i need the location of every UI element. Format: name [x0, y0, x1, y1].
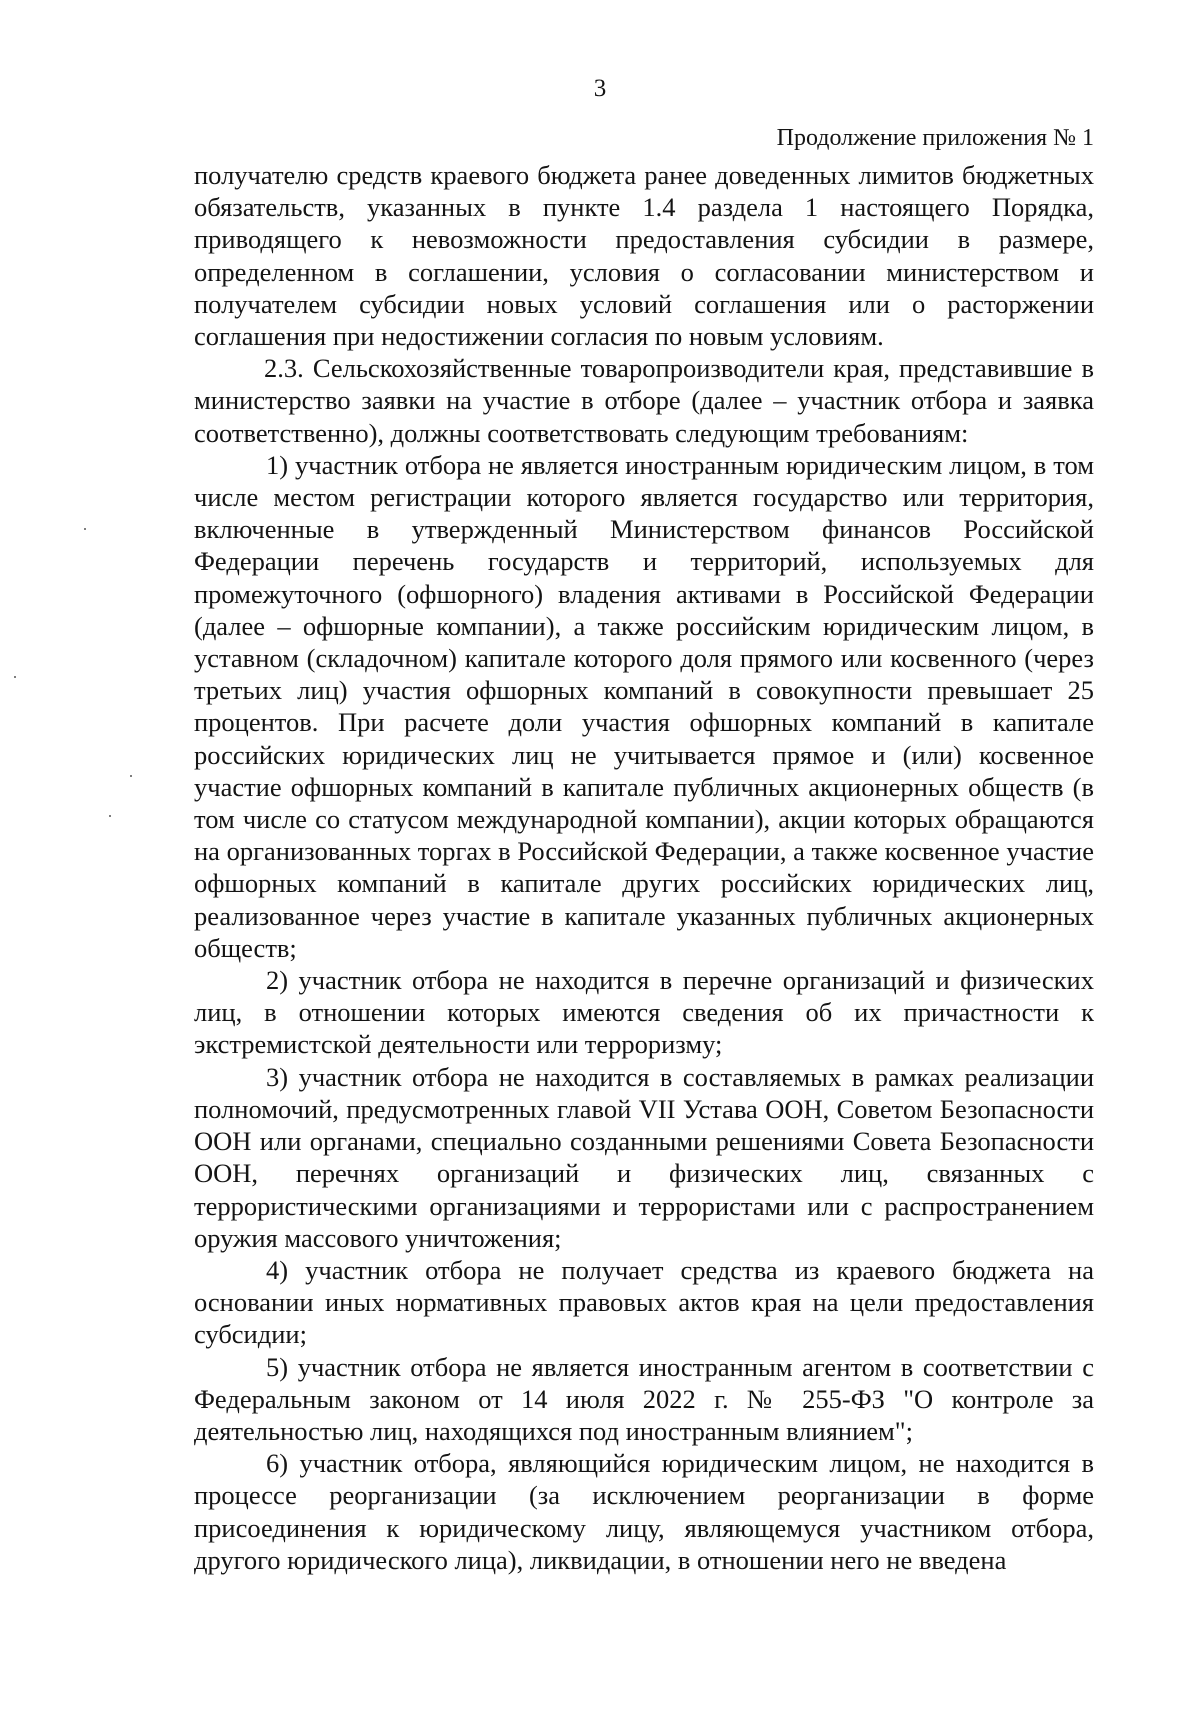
scan-speck — [109, 815, 111, 817]
scan-speck — [130, 775, 132, 777]
paragraph-2-3: 2.3. Сельскохозяйственные товаропроизводители края, представившие в министерство заявки на участие в отборе (далее – участник отбора и заявка соответственно), должны соответствовать следующим требованиям: — [194, 353, 1094, 448]
requirement-item-5: 5) участник отбора не является иностранным агентом в соответствии с Федеральным законом от 14 июля 2022 г. № 255-ФЗ "О контроле за деятельностью лиц, находящихся под иностранным влиянием"; — [194, 1351, 1094, 1446]
requirement-item-4: 4) участник отбора не получает средства из краевого бюджета на основании иных нормативных правовых актов края на цели предоставления субсидии; — [194, 1254, 1094, 1350]
paragraph-continuation: получателю средств краевого бюджета ранее доведенных лимитов бюджетных обязательств, указанных в пункте 1.4 раздела 1 настоящего Порядка, приводящего к невозможности предоставления субсидии в размере, определенном в соглашении, условия о согласовании министерством и получателем субсидии новых условий соглашения или о расторжении соглашения при недостижении согласия по новым условиям. — [194, 160, 1094, 352]
requirement-item-2: 2) участник отбора не находится в перечне организаций и физических лиц, в отношении которых имеются сведения об их причастности к экстремистской деятельности или терроризму; — [194, 965, 1094, 1060]
requirement-item-6: 6) участник отбора, являющийся юридическим лицом, не находится в процессе реорганизации (за исключением реорганизации в форме присоединения к юридическому лицу, являющемуся участником отбора, другого юридического лица), ликвидации, в отношении него не введена — [194, 1448, 1094, 1575]
document-body — [194, 159, 1094, 1576]
requirement-item-1: 1) участник отбора не является иностранным юридическим лицом, в том числе местом регистрации которого является государство или территория, включенные в утвержденный Министерством финансов Российской Федерации перечень государств и территорий, используемых для промежуточного (офшорного) владения активами в Российской Федерации (далее – офшорные компании), а также российским юридическим лицом, в уставном (складочном) капитале которого доля прямого или косвенного (через третьих лиц) участия офшорных компаний в совокупности превышает 25 процентов. При расчете доли участия офшорных компаний в капитале российских юридических лиц не учитывается прямое и (или) косвенное участие офшорных компаний в капитале публичных акционерных обществ (в том числе со статусом международной компании), акции которых обращаются на организованных торгах в Российской Федерации, а также косвенное участие офшорных компаний в капитале других российских юридических лиц, реализованное через участие в капитале указанных публичных акционерных обществ; — [194, 449, 1094, 963]
requirement-item-3: 3) участник отбора не находится в составляемых в рамках реализации полномочий, предусмотренных главой VII Устава ООН, Советом Безопасности ООН или органами, специально созданными решениями Совета Безопасности ООН, перечнях организаций и физических лиц, связанных с террористическими организациями и террористами или с распространением оружия массового уничтожения; — [194, 1061, 1094, 1253]
scan-speck — [84, 528, 86, 530]
appendix-continuation-note: Продолжение приложения № 1 — [776, 125, 1094, 151]
page-number: 3 — [593, 75, 607, 102]
scan-speck — [14, 676, 16, 678]
